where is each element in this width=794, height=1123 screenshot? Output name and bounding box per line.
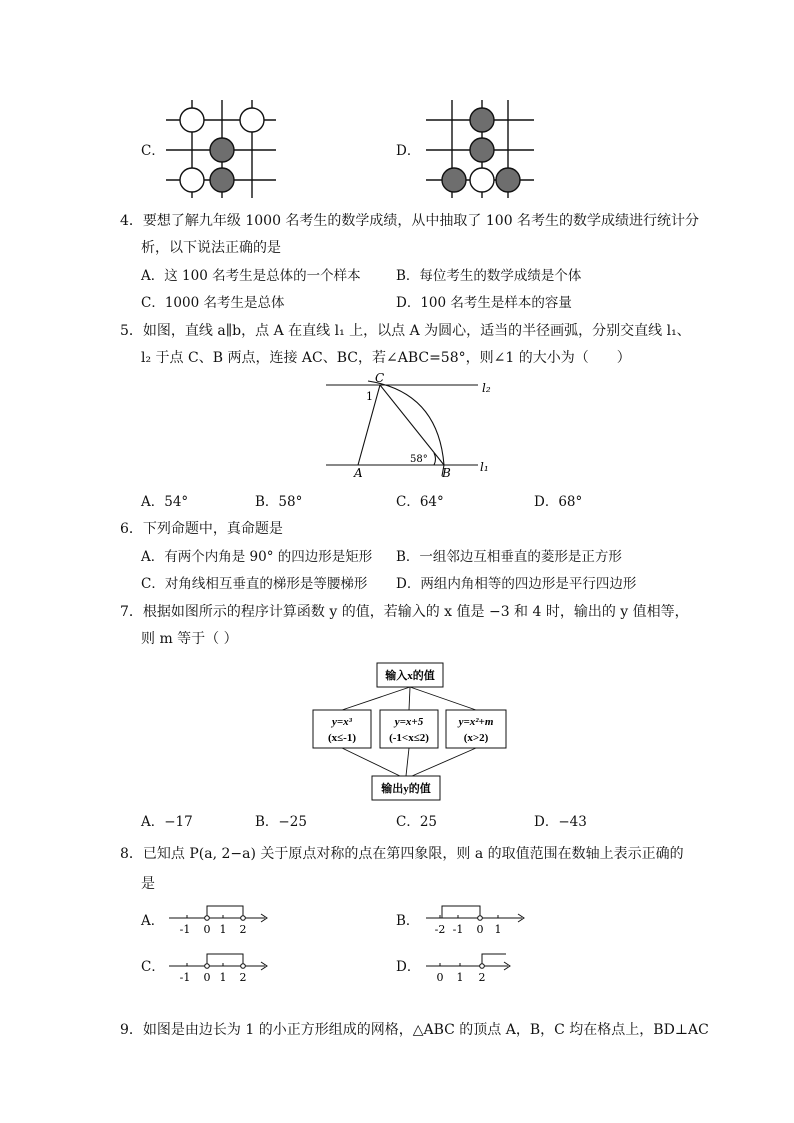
black-stone <box>496 168 520 192</box>
q8-label-b: B． <box>396 913 420 929</box>
q5-option-d: D．68° <box>534 494 583 510</box>
q5-geometry-figure <box>320 370 500 480</box>
q8-label-d: D． <box>396 959 421 975</box>
q7-stem-line2: 则 m 等于（ ） <box>141 631 238 647</box>
svg-text:-1: -1 <box>179 923 191 936</box>
svg-text:0: 0 <box>203 923 211 936</box>
label-l2: l₂ <box>482 381 491 395</box>
q5-option-b: B．58° <box>255 494 303 510</box>
white-stone <box>180 108 204 132</box>
q4-option-c: C．1000 名考生是总体 <box>141 295 285 311</box>
number-line-c <box>165 948 275 988</box>
q4-stem-line2: 析，以下说法正确的是 <box>141 240 281 256</box>
svg-text:0: 0 <box>203 971 211 984</box>
q5-stem-line1: 5．如图，直线 a∥b，点 A 在直线 l₁ 上，以点 A 为圆心，适当的半径画弧，分别交直线 l₁、 <box>120 323 691 339</box>
q8-label-a: A． <box>141 913 165 929</box>
flow-input-text: 输入x的值 <box>385 670 435 682</box>
black-stone <box>210 138 234 162</box>
flow-box2-formula: y=x+5 <box>394 716 424 728</box>
black-stone <box>470 108 494 132</box>
q7-stem-line1: 7．根据如图所示的程序计算函数 y 的值，若输入的 x 值是 −3 和 4 时，输出的 y 值相等， <box>120 604 689 620</box>
number-line-d <box>422 948 532 988</box>
flow-box1-formula: y=x³ <box>332 716 352 728</box>
go-figure-d <box>426 100 538 200</box>
q5-stem-line2: l₂ 于点 C、B 两点，连接 AC、BC，若∠ABC=58°，则∠1 的大小为（ ） <box>141 350 631 366</box>
white-stone <box>180 168 204 192</box>
q7-flowchart <box>300 650 520 810</box>
flow-box3-formula: y=x²+m <box>458 716 494 728</box>
flow-box1-condition: (x≤-1) <box>327 732 357 744</box>
q4-option-a: A．这 100 名考生是总体的一个样本 <box>141 268 361 284</box>
svg-text:1: 1 <box>219 923 227 936</box>
q8-stem-line2: 是 <box>141 876 155 892</box>
black-stone <box>470 138 494 162</box>
go-figure-c <box>166 100 278 200</box>
black-stone <box>442 168 466 192</box>
label-l1: l₁ <box>480 460 489 474</box>
svg-text:1: 1 <box>219 971 227 984</box>
q8-label-c: C． <box>141 959 165 975</box>
q6-stem: 6．下列命题中，真命题是 <box>120 521 283 537</box>
svg-text:2: 2 <box>239 923 247 936</box>
number-line-a <box>165 900 275 940</box>
svg-text:-1: -1 <box>452 923 464 936</box>
q5-option-a: A．54° <box>141 494 189 510</box>
q7-option-a: A．−17 <box>141 814 193 830</box>
label-angle-1: 1 <box>366 390 373 403</box>
q7-option-b: B．−25 <box>255 814 307 830</box>
white-stone <box>240 108 264 132</box>
angle-58-arc <box>434 453 436 465</box>
svg-text:2: 2 <box>239 971 247 984</box>
svg-text:-1: -1 <box>179 971 191 984</box>
svg-text:1: 1 <box>494 923 502 936</box>
q3-option-d-label: D． <box>396 143 421 159</box>
q4-option-d: D．100 名考生是样本的容量 <box>396 295 572 311</box>
black-stone <box>210 168 234 192</box>
q3-option-c-label: C． <box>141 143 165 159</box>
q7-option-c: C．25 <box>396 814 438 830</box>
svg-text:-2: -2 <box>434 923 446 936</box>
number-line-b <box>422 900 532 940</box>
q6-option-a: A．有两个内角是 90° 的四边形是矩形 <box>141 549 373 565</box>
q4-option-b: B．每位考生的数学成绩是个体 <box>396 268 582 284</box>
label-B: B <box>442 466 451 480</box>
svg-text:2: 2 <box>478 971 486 984</box>
svg-text:0: 0 <box>476 923 484 936</box>
q6-option-c: C．对角线相互垂直的梯形是等腰梯形 <box>141 576 368 592</box>
q6-option-d: D．两组内角相等的四边形是平行四边形 <box>396 576 637 592</box>
q9-stem-line1: 9．如图是由边长为 1 的小正方形组成的网格，△ABC 的顶点 A，B，C 均在格点上，BD⊥AC <box>120 1022 709 1038</box>
flow-output-text: 输出y的值 <box>381 783 431 795</box>
flow-box2-condition: (-1<x≤2) <box>389 732 429 744</box>
label-A: A <box>354 466 363 480</box>
flow-box3-condition: (x>2) <box>463 732 489 744</box>
q8-stem-line1: 8．已知点 P(a, 2−a) 关于原点对称的点在第四象限，则 a 的取值范围在数轴上表示正确的 <box>120 846 684 862</box>
arc <box>368 381 444 476</box>
q5-option-c: C．64° <box>396 494 444 510</box>
label-58: 58° <box>410 454 428 465</box>
q7-option-d: D．−43 <box>534 814 587 830</box>
svg-text:1: 1 <box>456 971 464 984</box>
white-stone <box>470 168 494 192</box>
label-C: C <box>375 371 385 385</box>
q4-stem-line1: 4．要想了解九年级 1000 名考生的数学成绩，从中抽取了 100 名考生的数学成绩进行统计分 <box>120 213 700 229</box>
q6-option-b: B．一组邻边互相垂直的菱形是正方形 <box>396 549 622 565</box>
svg-text:0: 0 <box>436 971 444 984</box>
